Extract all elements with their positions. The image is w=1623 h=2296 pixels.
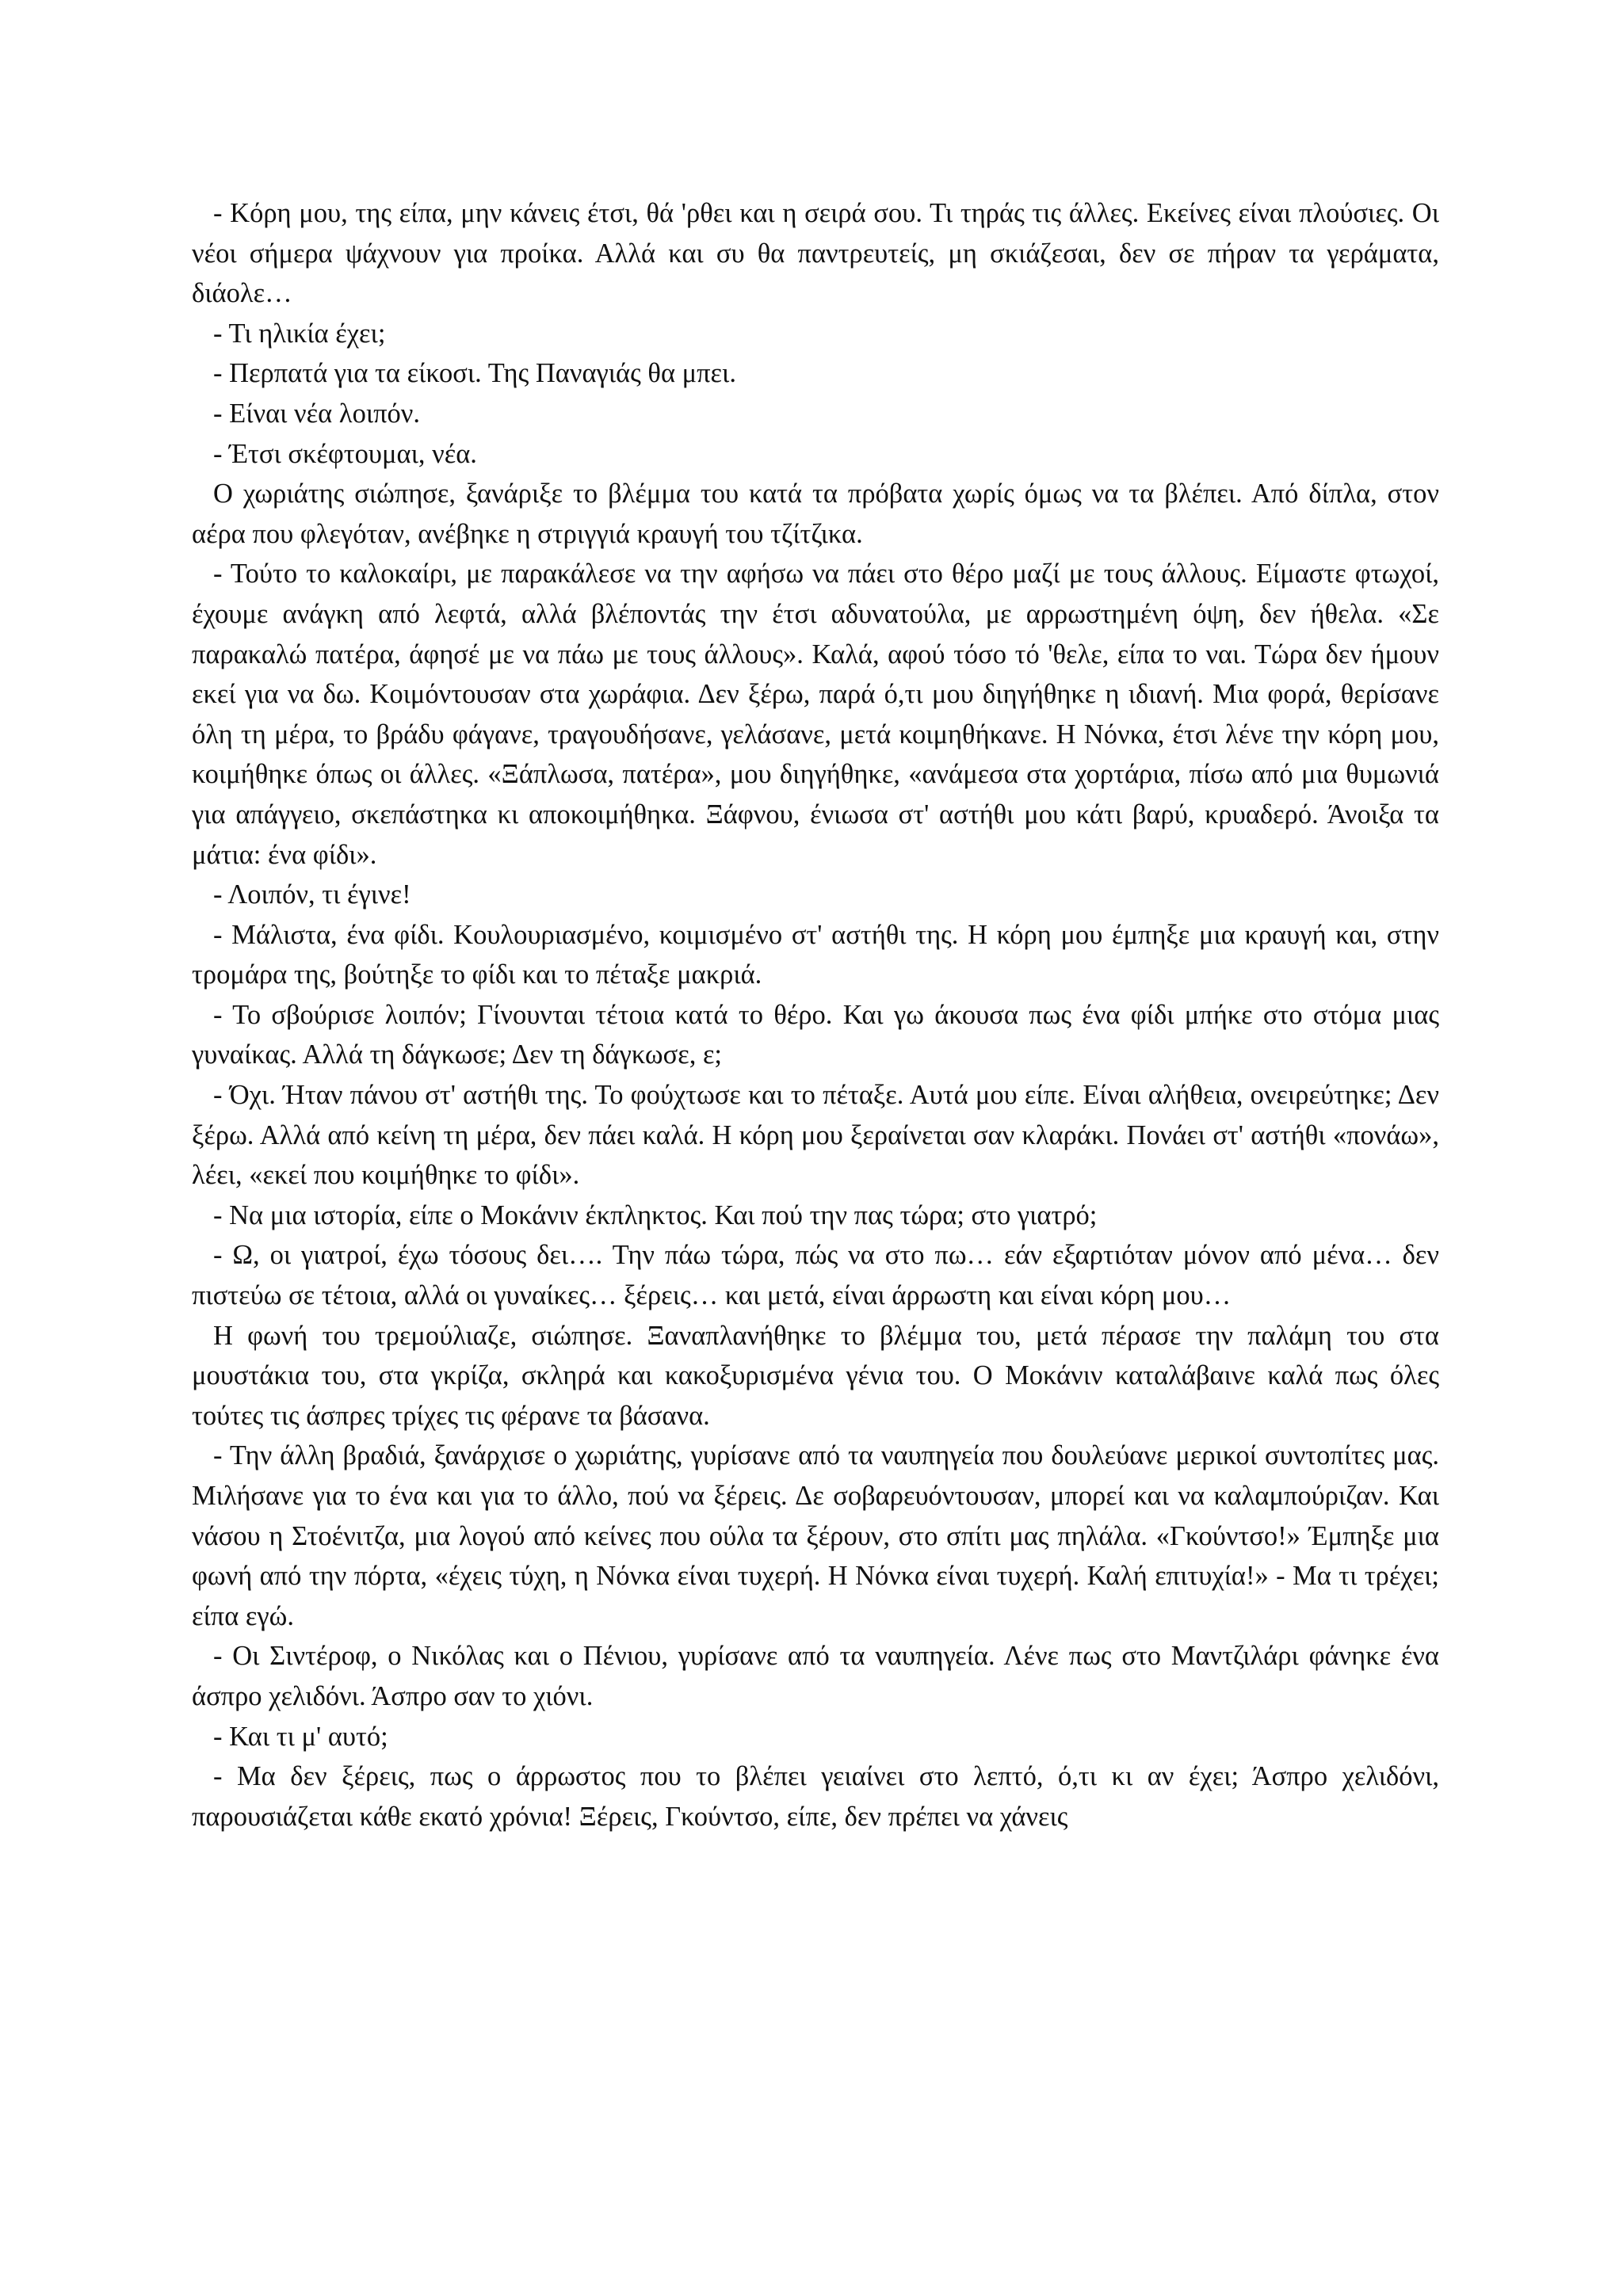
- paragraph-18: - Μα δεν ξέρεις, πως ο άρρωστος που το βλέπει γειαίνει στο λεπτό, ό,τι κι αν έχει; Άσπρο χελιδόνι, παρουσιάζεται κάθε εκατό χρόνια! Ξέρεις, Γκούντσο, είπε, δεν πρέπει να χάνεις: [192, 1761, 1439, 1832]
- paragraph-12: - Να μια ιστορία, είπε ο Μοκάνιν έκπληκτος. Και πού την πας τώρα; στο γιατρό;: [213, 1199, 1098, 1230]
- page-text: [192, 193, 1439, 1836]
- paragraph-16: - Οι Σιντέροφ, ο Νικόλας και ο Πένιου, γυρίσανε από τα ναυπηγεία. Λένε πως στο Μαντζιλάρι φάνηκε ένα άσπρο χελιδόνι. Άσπρο σαν το χιόνι.: [192, 1641, 1439, 1711]
- paragraph-17: - Και τι μ' αυτό;: [213, 1721, 388, 1752]
- paragraph-2: - Τι ηλικία έχει;: [213, 318, 386, 349]
- paragraph-8: - Λοιπόν, τι έγινε!: [213, 879, 411, 910]
- paragraph-5: - Έτσι σκέφτουμαι, νέα.: [213, 438, 477, 469]
- paragraph-6: Ο χωριάτης σιώπησε, ξανάριξε το βλέμμα του κατά τα πρόβατα χωρίς όμως να τα βλέπει. Από δίπλα, στον αέρα που φλεγόταν, ανέβηκε η στριγγιά κραυγή του τζίτζικα.: [192, 479, 1439, 549]
- paragraph-9: - Μάλιστα, ένα φίδι. Κουλουριασμένο, κοιμισμένο στ' αστήθι της. Η κόρη μου έμπηξε μια κραυγή και, στην τρομάρα της, βούτηξε το φίδι και το πέταξε μακριά.: [192, 919, 1439, 990]
- paragraph-7: - Τούτο το καλοκαίρι, με παρακάλεσε να την αφήσω να πάει στο θέρο μαζί με τους άλλους. Είμαστε φτωχοί, έχουμε ανάγκη από λεφτά, αλλά βλέποντάς την έτσι αδυνατούλα, με αρρωστημένη όψη, δεν ήθελα. «Σε παρακαλώ πατέρα, άφησέ με να πάω με τους άλλους». Καλά, αφού τόσο τό 'θελε, είπα το ναι. Τώρα δεν ήμουν εκεί για να δω. Κοιμόντουσαν στα χωράφια. Δεν ξέρω, παρά ό,τι μου διηγήθηκε η ιδιανή. Μια φορά, θερίσανε όλη τη μέρα, το βράδυ φάγανε, τραγουδήσανε, γελάσανε, μετά κοιμηθήκανε. Η Νόνκα, έτσι λένε την κόρη μου, κοιμήθηκε όπως οι άλλες. «Ξάπλωσα, πατέρα», μου διηγήθηκε, «ανάμεσα στα χορτάρια, πίσω από μια θυμωνιά για απάγγειο, σκεπάστηκα κι αποκοιμήθηκα. Ξάφνου, ένιωσα στ' αστήθι μου κάτι βαρύ, κρυαδερό. Άνοιξα τα μάτια: ένα φίδι».: [192, 559, 1439, 870]
- paragraph-10: - Το σβούρισε λοιπόν; Γίνουνται τέτοια κατά το θέρο. Και γω άκουσα πως ένα φίδι μπήκε στο στόμα μιας γυναίκας. Αλλά τη δάγκωσε; Δεν τη δάγκωσε, ε;: [192, 999, 1439, 1070]
- paragraph-1: - Κόρη μου, της είπα, μην κάνεις έτσι, θά 'ρθει και η σειρά σου. Τι τηράς τις άλλες. Εκείνες είναι πλούσιες. Οι νέοι σήμερα ψάχνουν για προίκα. Αλλά και συ θα παντρευτείς, μη σκιάζεσαι, δεν σε πήραν τα γεράματα, διάολε…: [192, 198, 1439, 309]
- paragraph-3: - Περπατά για τα είκοσι. Της Παναγιάς θα μπει.: [213, 358, 736, 389]
- paragraph-15: - Την άλλη βραδιά, ξανάρχισε ο χωριάτης, γυρίσανε από τα ναυπηγεία που δουλεύανε μερικοί συντοπίτες μας. Μιλήσανε για το ένα και για το άλλο, πού να ξέρεις. Δε σοβαρευόντουσαν, μπορεί και να καλαμπούριζαν. Και νάσου η Στοένιτζα, μια λογού από κείνες που ούλα τα ξέρουν, στο σπίτι μας πηλάλα. «Γκούντσο!» Έμπηξε μια φωνή από την πόρτα, «έχεις τύχη, η Νόνκα είναι τυχερή. Η Νόνκα είναι τυχερή. Καλή επιτυχία!» - Μα τι τρέχει; είπα εγώ.: [192, 1440, 1439, 1631]
- paragraph-11: - Όχι. Ήταν πάνου στ' αστήθι της. Το φούχτωσε και το πέταξε. Αυτά μου είπε. Είναι αλήθεια, ονειρεύτηκε; Δεν ξέρω. Αλλά από κείνη τη μέρα, δεν πάει καλά. Η κόρη μου ξεραίνεται σαν κλαράκι. Πονάει στ' αστήθι «πονάω», λέει, «εκεί που κοιμήθηκε το φίδι».: [192, 1080, 1439, 1191]
- paragraph-14: Η φωνή του τρεμούλιαζε, σιώπησε. Ξαναπλανήθηκε το βλέμμα του, μετά πέρασε την παλάμη του στα μουστάκια του, στα γκρίζα, σκληρά και κακοξυρισμένα γένια του. Ο Μοκάνιν καταλάβαινε καλά πως όλες τούτες τις άσπρες τρίχες τις φέρανε τα βάσανα.: [192, 1320, 1439, 1431]
- paragraph-4: - Είναι νέα λοιπόν.: [213, 398, 420, 429]
- paragraph-13: - Ω, οι γιατροί, έχω τόσους δει…. Την πάω τώρα, πώς να στο πω… εάν εξαρτιόταν μόνον από μένα… δεν πιστεύω σε τέτοια, αλλά οι γυναίκες… ξέρεις… και μετά, είναι άρρωστη και είναι κόρη μου…: [192, 1240, 1439, 1311]
